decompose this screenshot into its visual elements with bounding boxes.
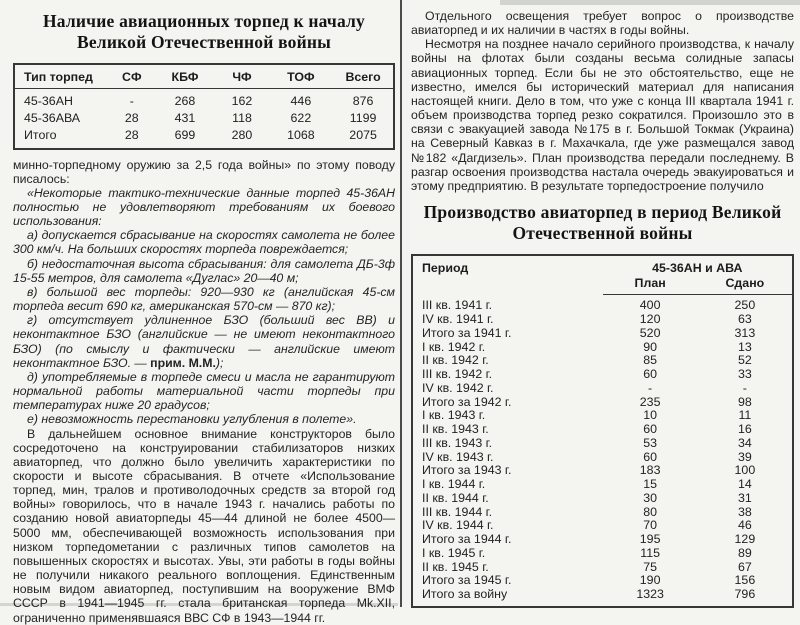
cell-plan: 195	[639, 532, 661, 547]
cell-period: IV кв. 1944 г.	[422, 518, 494, 533]
cell-tof: 446	[290, 94, 312, 108]
cell-period: III кв. 1944 г.	[422, 504, 493, 519]
cell-sdano: 52	[737, 353, 752, 368]
cell-sdano: 156	[734, 573, 756, 588]
cell-plan: 183	[639, 463, 661, 478]
right-column	[411, 0, 794, 608]
cell-sdano: 31	[737, 490, 752, 505]
cell-sdano: 11	[738, 408, 752, 423]
paragraph-continuation: минно-торпедному оружию за 2,5 года войны» по этому поводу писалось:	[13, 157, 395, 186]
cell-kbf: 699	[174, 127, 196, 142]
cell-sdano: 14	[737, 477, 752, 492]
cell-period: Итого за 1942 г.	[422, 394, 512, 409]
cell-tof: 622	[290, 110, 312, 125]
cell-sdano: 129	[734, 532, 756, 547]
cell-period: IV кв. 1942 г.	[422, 380, 494, 395]
production-row	[412, 492, 793, 506]
cell-total: 876	[352, 94, 374, 108]
production-row	[412, 409, 793, 423]
production-row	[412, 354, 793, 368]
availability-row	[14, 110, 394, 127]
cell-period: I кв. 1944 г.	[422, 477, 486, 492]
production-row	[412, 327, 793, 341]
production-row	[412, 451, 793, 465]
cell-period: II кв. 1945 г.	[422, 559, 489, 574]
production-row	[412, 561, 793, 575]
cell-plan: 520	[639, 325, 661, 340]
cell-plan: 15	[643, 477, 658, 492]
production-header-row-1	[412, 255, 793, 276]
paragraph-item-g	[13, 313, 395, 370]
paragraph-evacuation: Несмотря на позднее начало серийного производства, к началу войны на флотах были созданы весьма солидные запасы авиационных торпед. Если бы не это обстоятельство, еще не известно, имелся бы исторический материал для написания настоящей книги. Дело в том, что уже с конца III квартала 1941 г. объем производства торпед резко сократился. Произошло это в связи с эвакуацией завода №175 в г. Большой Токмак (Украина) на Северный Кавказ в г. Махачкала, где уже размещался завод №182 «Дагдизель». План производства передали последнему. В разгар освоения производства настала очередь эвакуироваться и этому предприятию. В результате торпедостроение получило	[411, 37, 794, 193]
paragraph-item-e: е) невозможность перестановки углубления в полете».	[27, 412, 357, 427]
cell-period: I кв. 1943 г.	[422, 408, 486, 423]
cell-total: 2075	[349, 127, 377, 142]
cell-period: I кв. 1942 г.	[422, 339, 486, 354]
cell-period: III кв. 1943 г.	[422, 435, 493, 450]
cell-kbf: 431	[174, 110, 196, 125]
cell-sdano: 89	[737, 545, 752, 560]
cell-period: III кв. 1942 г.	[422, 367, 493, 382]
production-row	[412, 437, 793, 451]
cell-plan: 85	[643, 353, 658, 368]
cell-sdano: 63	[737, 312, 752, 327]
cell-plan: 75	[643, 559, 658, 574]
right-section-title: Производство авиаторпед в период Великой Отечественной войны	[423, 202, 782, 244]
cell-sdano: 16	[737, 422, 752, 437]
production-row	[412, 368, 793, 382]
item-g-author-note: прим. М.М.	[150, 355, 216, 370]
cell-sdano: -	[742, 380, 747, 395]
cell-sf: -	[129, 94, 134, 108]
cell-sdano: 67	[737, 559, 752, 574]
paragraph-development: В дальнейшем основное внимание конструкторов было сосредоточено на конструировании стабилизаторов низких авиаторпед, что должно было увеличить характеристики по скорости и высоте сбрасывания. В отчете «Использование торпед, мин, тралов и противолодочных средств за второй год войны» говорилось, что в начале 1943 г. начались работы по созданию новой авиаторпеды 45—44 длиной не более 4500—5000 мм, обеспечивающей возможность использования при низком торпедометании с различных типов самолетов на повышенных скоростях и высотах. Увы, эти работы в годы войны не получили никакого реального воплощения. Единственным новым видом авиаторпед, поступившим на вооружение ВМФ СССР в 1941—1945 гг. стала британская торпеда Mk.XII, ограниченно применявшаяся ВВС СФ в 1943—1944 гг.	[13, 426, 395, 625]
cell-kbf: 268	[174, 94, 196, 108]
cell-period: Итого за войну	[422, 587, 508, 602]
cell-period: Итого за 1943 г.	[422, 463, 512, 478]
cell-sdano: 796	[734, 587, 756, 602]
col-header-period: Период	[422, 261, 469, 276]
cell-period: Итого за 1941 г.	[422, 325, 512, 340]
production-row	[412, 313, 793, 327]
cell-plan: 120	[639, 312, 661, 327]
cell-sdano: 34	[737, 435, 752, 450]
cell-torpedo-type: 45-36АВА	[24, 110, 81, 125]
cell-tof: 1068	[287, 127, 315, 142]
paragraph-item-a: а) допускается сбрасывание на скоростях самолета не более 300 км/ч. На больших скоростях торпеда повреждается;	[13, 228, 395, 257]
col-header-total: Всего	[333, 64, 394, 89]
cell-plan: 30	[643, 490, 658, 505]
paragraph-item-d: д) употребляемые в торпеде смеси и масла не гарантируют нормальной работы материальной части торпеды при температурах ниже 20 градусов;	[13, 369, 395, 413]
col-header-type: Тип торпед	[14, 64, 109, 89]
cell-plan: 80	[643, 504, 658, 519]
item-g-closing: );	[215, 355, 224, 370]
production-row	[412, 396, 793, 410]
col-header-chf: ЧФ	[215, 64, 268, 89]
right-body-text	[411, 0, 794, 193]
cell-plan: 60	[643, 449, 658, 464]
torpedo-availability-table	[13, 63, 395, 150]
availability-row	[14, 89, 394, 110]
production-row	[412, 574, 793, 588]
cell-plan: 60	[643, 422, 658, 437]
cell-sf: 28	[124, 110, 139, 125]
torpedo-production-table	[411, 254, 794, 608]
cell-total: 1199	[349, 110, 377, 125]
production-row	[412, 533, 793, 547]
cell-plan: 190	[639, 573, 661, 588]
cell-plan: 10	[643, 408, 658, 423]
cell-plan: 1323	[636, 587, 664, 602]
col-header-tof: ТОФ	[269, 64, 334, 89]
paragraph-quote-intro: «Некоторые тактико-технические данные торпед 45-36АН полностью не удовлетворяют требованиям их боевого использования:	[13, 185, 395, 229]
cell-sdano: 33	[737, 367, 752, 382]
cell-period: I кв. 1945 г.	[422, 545, 486, 560]
left-body-text	[13, 158, 395, 625]
cell-sdano: 39	[737, 449, 752, 464]
cell-sdano: 46	[737, 518, 752, 533]
production-row	[412, 506, 793, 520]
col-group-header-torpedo-types: 45-36АН и АВА	[652, 261, 743, 276]
left-section-title: Наличие авиационных торпед к началу Великой Отечественной войны	[42, 11, 366, 52]
cell-plan: 90	[643, 339, 658, 354]
left-column	[13, 0, 395, 625]
paragraph-item-b: б) недостаточная высота сбрасывания: для самолета ДБ-3ф 15-55 метров, для самолета «Дуглас» 20—40 м;	[13, 256, 395, 285]
cell-plan: -	[648, 380, 653, 395]
col-header-sdano: Сдано	[698, 276, 793, 295]
cell-period: II кв. 1944 г.	[422, 490, 489, 505]
cell-sf: 28	[124, 127, 139, 142]
cell-plan: 400	[639, 298, 661, 313]
cell-period: Итого за 1944 г.	[422, 532, 512, 547]
cell-chf: 162	[231, 94, 253, 108]
cell-plan: 70	[643, 518, 658, 533]
cell-sdano: 98	[737, 394, 752, 409]
cell-period: III кв. 1941 г.	[422, 298, 493, 313]
cell-sdano: 13	[737, 339, 752, 354]
cell-period: IV кв. 1941 г.	[422, 312, 494, 327]
cell-period: IV кв. 1943 г.	[422, 449, 494, 464]
cell-plan: 53	[643, 435, 658, 450]
col-header-kbf: КБФ	[155, 64, 216, 89]
production-row	[412, 341, 793, 355]
cell-period: II кв. 1943 г.	[422, 422, 489, 437]
cell-sdano: 313	[734, 325, 756, 340]
paragraph-item-v: в) большой вес торпеды: 920—930 кг (английская 45-см торпеда весит 690 кг, американская 570-см — 870 кг);	[13, 284, 395, 314]
cell-plan: 235	[639, 394, 661, 409]
column-divider	[400, 0, 402, 607]
col-header-plan: План	[603, 276, 698, 295]
availability-header-row	[14, 64, 394, 89]
production-row	[412, 588, 793, 607]
production-row	[412, 423, 793, 437]
cell-torpedo-type: Итого	[24, 127, 57, 142]
cell-plan: 60	[643, 367, 658, 382]
production-row	[412, 519, 793, 533]
cell-chf: 118	[232, 110, 252, 125]
cell-period: II кв. 1942 г.	[422, 353, 489, 368]
production-row	[412, 547, 793, 561]
production-row	[412, 478, 793, 492]
cell-sdano: 38	[737, 504, 752, 519]
cell-chf: 280	[231, 127, 253, 142]
col-header-sf: СФ	[109, 64, 155, 89]
cell-sdano: 100	[734, 463, 756, 478]
production-row	[412, 295, 793, 313]
production-row	[412, 382, 793, 396]
availability-row	[14, 127, 394, 149]
cell-plan: 115	[640, 545, 660, 560]
production-row	[412, 464, 793, 478]
cell-torpedo-type: 45-36АН	[24, 94, 73, 108]
paragraph-production-intro: Отдельного освещения требует вопрос о производстве авиаторпед и их наличии в частях в годы войны.	[411, 9, 794, 38]
cell-sdano: 250	[734, 298, 756, 313]
item-g-text: г) отсутствует удлиненное БЗО (больший вес ВВ) и неконтактное БЗО (английские — не имеют неконтактного БЗО) (по смыслу и фактически — английские имеют неконтактное БЗО. —	[13, 313, 395, 370]
cell-period: Итого за 1945 г.	[422, 573, 512, 588]
